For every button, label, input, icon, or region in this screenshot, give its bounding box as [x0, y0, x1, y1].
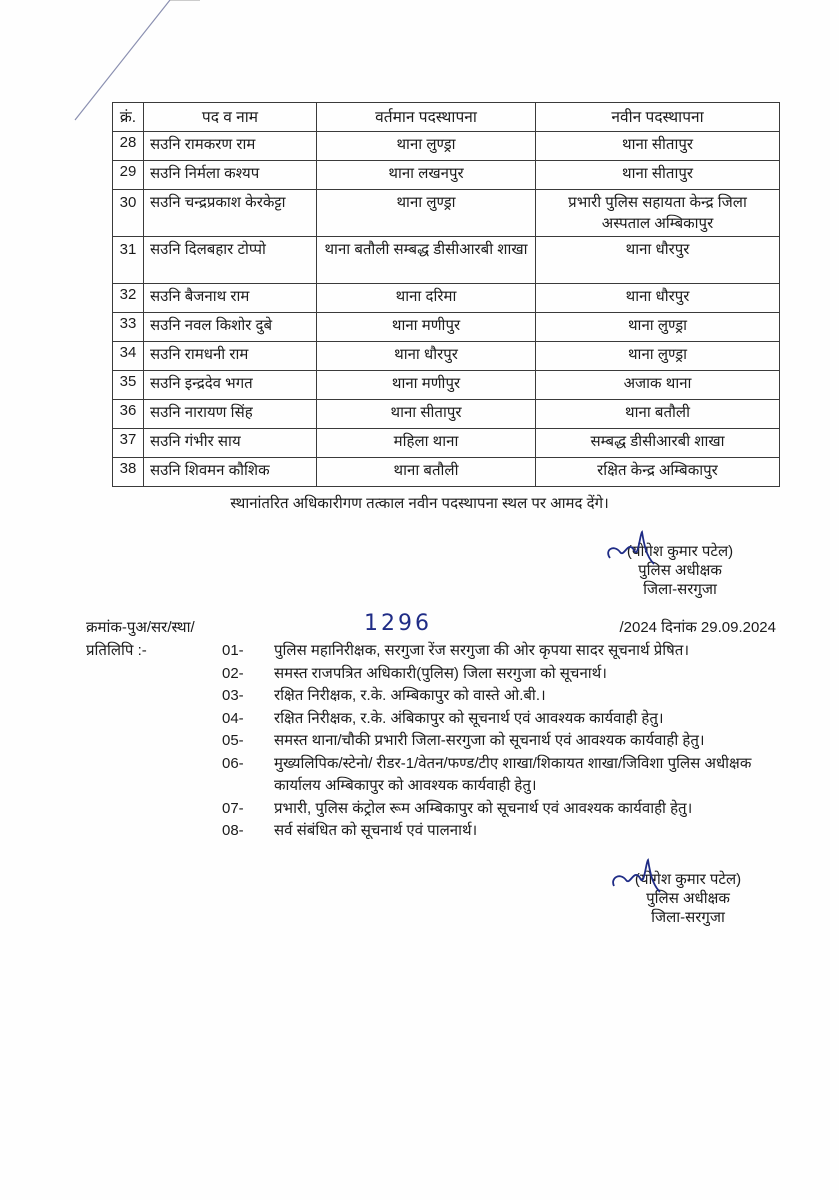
- signatory-name: (योगेश कुमार पटेल): [634, 871, 742, 888]
- copy-item-number: 06-: [222, 754, 244, 772]
- table-row: [113, 371, 780, 400]
- signatory-district: जिला-सरगुजा: [643, 581, 717, 598]
- reference-number: 1296: [364, 611, 432, 636]
- copy-item-text: सर्व संबंधित को सूचनार्थ एवं पालनार्थ।: [274, 822, 478, 839]
- table-row: [113, 161, 780, 190]
- table-row: [113, 284, 780, 313]
- name-cell: सउनि नारायण सिंह: [144, 400, 317, 429]
- current-posting-cell: थाना लुण्ड्रा: [317, 190, 536, 237]
- serial-cell: 29: [113, 161, 144, 190]
- name-cell: सउनि निर्मला कश्यप: [144, 161, 317, 190]
- table-row: [113, 313, 780, 342]
- copy-item-number: 03-: [222, 687, 244, 704]
- new-posting-cell: थाना सीतापुर: [536, 161, 780, 190]
- table-row: [113, 400, 780, 429]
- serial-cell: 31: [113, 237, 144, 284]
- copy-list-item: [222, 730, 782, 753]
- transfer-table: [112, 102, 780, 487]
- serial-cell: 34: [113, 342, 144, 371]
- table-row: [113, 190, 780, 237]
- serial-cell: 30: [113, 190, 144, 237]
- signatory-name: (योगेश कुमार पटेल): [626, 543, 734, 560]
- new-posting-cell: थाना बतौली: [536, 400, 780, 429]
- current-posting-cell: थाना धौरपुर: [317, 342, 536, 371]
- copy-item-number: 08-: [222, 822, 244, 839]
- serial-cell: 32: [113, 284, 144, 313]
- current-posting-cell: महिला थाना: [317, 429, 536, 458]
- copy-item-number: 01-: [222, 642, 244, 659]
- serial-cell: 35: [113, 371, 144, 400]
- copy-item-number: 07-: [222, 799, 244, 817]
- copy-list-item: [222, 753, 782, 798]
- current-posting-cell: थाना लखनपुर: [317, 161, 536, 190]
- name-cell: सउनि रामकरण राम: [144, 132, 317, 161]
- name-cell: सउनि गंभीर साय: [144, 429, 317, 458]
- copy-item-text: मुख्यलिपिक/स्टेनो/ रीडर-1/वेतन/फण्ड/टीए शाखा/शिकायत शाखा/जिविशा पुलिस अधीक्षक कार्यालय अम्बिकापुर को आवश्यक कार्यवाही हेतु।: [274, 754, 752, 794]
- new-posting-cell: थाना सीतापुर: [536, 132, 780, 161]
- signature-block-bottom: [608, 870, 768, 927]
- copy-list-item: [222, 798, 782, 821]
- copy-item-text: प्रभारी, पुलिस कंट्रोल रूम अम्बिकापुर को सूचनार्थ एवं आवश्यक कार्यवाही हेतु।: [274, 799, 693, 817]
- signatory-designation: पुलिस अधीक्षक: [638, 562, 722, 579]
- copy-list-item: [222, 685, 782, 708]
- serial-cell: 33: [113, 313, 144, 342]
- header-new-posting: नवीन पदस्थापना: [536, 103, 780, 132]
- table-row: [113, 429, 780, 458]
- serial-cell: 37: [113, 429, 144, 458]
- copy-item-text: समस्त राजपत्रित अधिकारी(पुलिस) जिला सरगुजा को सूचनार्थ।: [274, 664, 607, 682]
- name-cell: सउनि इन्द्रदेव भगत: [144, 371, 317, 400]
- table-header-row: [113, 103, 780, 132]
- serial-cell: 36: [113, 400, 144, 429]
- name-cell: सउनि दिलबहार टोप्पो: [144, 237, 317, 284]
- name-cell: सउनि चन्द्रप्रकाश केरकेट्टा: [144, 190, 317, 237]
- name-cell: सउनि नवल किशोर दुबे: [144, 313, 317, 342]
- copy-list-item: [222, 663, 782, 686]
- current-posting-cell: थाना बतौली: [317, 458, 536, 487]
- signature-block-top: [600, 542, 760, 599]
- name-cell: सउनि रामधनी राम: [144, 342, 317, 371]
- signatory-district: जिला-सरगुजा: [651, 909, 725, 926]
- new-posting-cell: अजाक थाना: [536, 371, 780, 400]
- new-posting-cell: सम्बद्ध डीसीआरबी शाखा: [536, 429, 780, 458]
- current-posting-cell: थाना बतौली सम्बद्ध डीसीआरबी शाखा: [317, 237, 536, 284]
- new-posting-cell: प्रभारी पुलिस सहायता केन्द्र जिला अस्पताल अम्बिकापुर: [536, 190, 780, 237]
- current-posting-cell: थाना लुण्ड्रा: [317, 132, 536, 161]
- header-rank-name: पद व नाम: [144, 103, 317, 132]
- name-cell: सउनि शिवमन कौशिक: [144, 458, 317, 487]
- reference-date: /2024 दिनांक 29.09.2024: [619, 619, 776, 636]
- copy-item-number: 05-: [222, 732, 244, 749]
- table-row: [113, 237, 780, 284]
- copy-label: प्रतिलिपि :-: [86, 642, 147, 659]
- joining-note: स्थानांतरित अधिकारीगण तत्काल नवीन पदस्थापना स्थल पर आमद देंगे।: [230, 495, 609, 512]
- current-posting-cell: थाना मणीपुर: [317, 313, 536, 342]
- copy-item-number: 04-: [222, 709, 244, 727]
- copy-list-item: [222, 640, 782, 663]
- handwritten-signature: [610, 858, 670, 898]
- new-posting-cell: थाना लुण्ड्रा: [536, 342, 780, 371]
- copy-item-text: रक्षित निरीक्षक, र.के. अम्बिकापुर को वास्ते ओ.बी.।: [274, 687, 546, 704]
- current-posting-cell: थाना दरिमा: [317, 284, 536, 313]
- current-posting-cell: थाना सीतापुर: [317, 400, 536, 429]
- table-row: [113, 132, 780, 161]
- new-posting-cell: रक्षित केन्द्र अम्बिकापुर: [536, 458, 780, 487]
- copy-item-number: 02-: [222, 664, 244, 682]
- new-posting-cell: थाना धौरपुर: [536, 237, 780, 284]
- copy-item-text: रक्षित निरीक्षक, र.के. अंबिकापुर को सूचनार्थ एवं आवश्यक कार्यवाही हेतु।: [274, 709, 664, 727]
- handwritten-signature: [602, 530, 662, 570]
- header-serial: क्रं.: [113, 103, 144, 132]
- header-current-posting: वर्तमान पदस्थापना: [317, 103, 536, 132]
- serial-cell: 28: [113, 132, 144, 161]
- reference-prefix: क्रमांक-पुअ/सर/स्था/: [86, 619, 195, 636]
- copy-list: [222, 640, 782, 843]
- copy-item-text: पुलिस महानिरीक्षक, सरगुजा रेंज सरगुजा की ओर कृपया सादर सूचनार्थ प्रेषित।: [274, 642, 690, 659]
- serial-cell: 38: [113, 458, 144, 487]
- current-posting-cell: थाना मणीपुर: [317, 371, 536, 400]
- copy-list-item: [222, 708, 782, 731]
- table-row: [113, 458, 780, 487]
- copy-item-text: समस्त थाना/चौकी प्रभारी जिला-सरगुजा को सूचनार्थ एवं आवश्यक कार्यवाही हेतु।: [274, 732, 705, 749]
- new-posting-cell: थाना धौरपुर: [536, 284, 780, 313]
- name-cell: सउनि बैजनाथ राम: [144, 284, 317, 313]
- copy-list-item: [222, 820, 782, 843]
- table-row: [113, 342, 780, 371]
- new-posting-cell: थाना लुण्ड्रा: [536, 313, 780, 342]
- signatory-designation: पुलिस अधीक्षक: [646, 890, 730, 907]
